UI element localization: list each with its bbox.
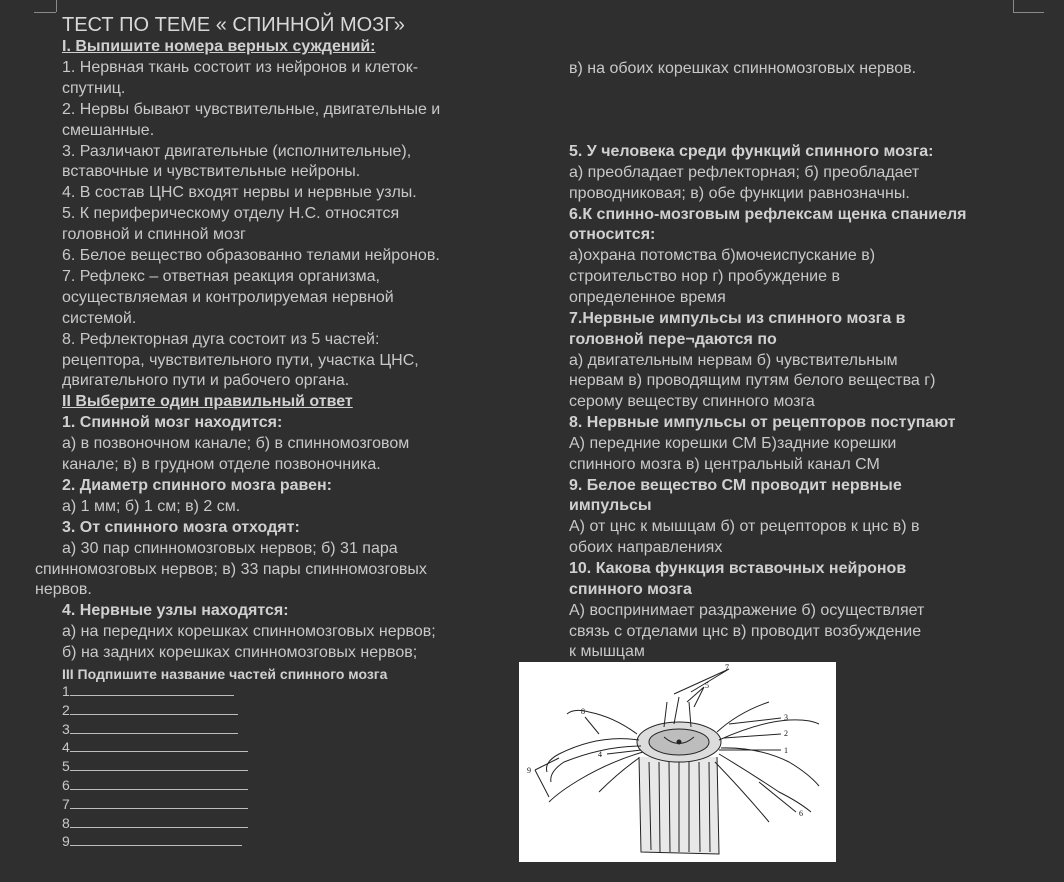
left-text-line: спутниц. xyxy=(62,79,126,97)
spinal-cord-figure xyxy=(519,662,836,862)
left-text-line: 1. Спинной мозг находится: xyxy=(62,414,283,432)
blank-line[interactable] xyxy=(62,794,248,813)
left-text-line: а) 1 мм; б) 1 см; в) 2 см. xyxy=(62,497,241,515)
blank-number: 9 xyxy=(62,833,70,850)
blank-line[interactable] xyxy=(62,756,248,775)
left-text-line: спинномозговых нервов; в) 33 пары спинномозговых xyxy=(35,560,427,578)
right-text-line: нервам в) проводящим путям белого вещества г) xyxy=(569,372,936,390)
right-text-line: 6.К спинно-мозговым рефлексам щенка спаниеля xyxy=(569,205,967,223)
blank-number: 2 xyxy=(62,701,70,718)
blank-number: 3 xyxy=(62,720,70,737)
left-text-line: 3. Различают двигательные (исполнительные), xyxy=(62,142,412,160)
right-text-line: в) на обоих корешках спинномозговых нервов. xyxy=(569,60,917,77)
answer-underline[interactable] xyxy=(70,756,248,771)
figure-label: 2 xyxy=(784,729,788,738)
right-text-line: определенное время xyxy=(569,288,726,306)
right-text-line: 7.Нервные импульсы из спинного мозга в xyxy=(569,309,906,327)
blank-line[interactable] xyxy=(62,719,238,738)
figure-label: 4 xyxy=(598,750,602,759)
left-text-line: а) в позвоночном канале; б) в спинномозговом xyxy=(62,435,410,453)
left-text-line: осуществляемая и контролируемая нервной xyxy=(62,288,394,306)
answer-underline[interactable] xyxy=(70,700,238,715)
left-text-line: рецептора, чувствительного пути, участка ЦНС, xyxy=(62,351,419,369)
figure-label: 7 xyxy=(725,663,729,672)
blank-line[interactable] xyxy=(62,831,242,850)
right-text-line: строительство нор г) пробуждение в xyxy=(569,268,840,286)
page-title: ТЕСТ ПО ТЕМЕ « СПИННОЙ МОЗГ» xyxy=(62,14,405,36)
right-text-line: головной пере¬даются по xyxy=(569,330,777,348)
right-text-line: 8. Нервные импульсы от рецепторов поступают xyxy=(569,414,956,432)
figure-label: 8 xyxy=(581,707,585,716)
left-text-line: I. Выпишите номера верных суждений: xyxy=(62,38,376,55)
blank-line[interactable] xyxy=(62,700,238,719)
left-text-line: 8. Рефлекторная дуга состоит из 5 частей: xyxy=(62,330,380,348)
right-text-line: спинного мозга в) центральный канал СМ xyxy=(569,455,880,473)
left-text-line: канале; в) в грудном отделе позвоночника. xyxy=(62,456,381,473)
blank-line[interactable] xyxy=(62,737,248,756)
blank-number: 5 xyxy=(62,758,70,775)
blank-number: 7 xyxy=(62,795,70,812)
left-text-line: 4. В состав ЦНС входят нервы и нервные узлы. xyxy=(62,184,417,202)
page-corner-mark xyxy=(34,0,56,13)
right-text-line: проводниковая; в) обе функции равнозначны. xyxy=(569,184,910,202)
left-text-line: вставочные и чувствительные нейроны. xyxy=(62,163,361,181)
part3-heading: III Подпишите название частей спинного мозга xyxy=(62,666,388,682)
answer-underline[interactable] xyxy=(70,737,248,752)
right-text-line: обоих направлениях xyxy=(569,539,723,557)
answer-underline[interactable] xyxy=(70,775,248,790)
blank-number: 6 xyxy=(62,777,70,793)
right-text-line: а)охрана потомства б)мочеиспускание в) xyxy=(569,247,876,265)
figure-label: 3 xyxy=(784,713,788,722)
left-text-line: а) 30 пар спинномозговых нервов; б) 31 пара xyxy=(62,539,398,557)
answer-underline[interactable] xyxy=(70,831,242,846)
page-corner-mark xyxy=(1013,0,1044,13)
left-text-line: 2. Нервы бывают чувствительные, двигательные и xyxy=(62,100,441,118)
left-text-line: 5. К периферическому отделу Н.С. относятся xyxy=(62,205,400,223)
right-text-line: импульсы xyxy=(569,497,652,515)
left-text-line: а) на передних корешках спинномозговых нервов; xyxy=(62,623,436,641)
left-text-line: 3. От спинного мозга отходят: xyxy=(62,518,300,536)
right-text-line: 9. Белое вещество СМ проводит нервные xyxy=(569,476,902,494)
left-text-line: 4. Нервные узлы находятся: xyxy=(62,602,289,620)
blank-number: 1 xyxy=(62,683,70,699)
right-text-line: 10. Какова функция вставочных нейронов xyxy=(569,560,907,577)
page-corner-mark xyxy=(56,0,57,12)
blank-number: 4 xyxy=(62,739,70,756)
right-text-line: к мышцам xyxy=(569,643,645,661)
right-text-line: А) передние корешки СМ Б)задние корешки xyxy=(569,434,897,452)
right-text-line: а) преобладает рефлекторная; б) преобладает xyxy=(569,163,920,181)
right-text-line: А) воспринимает раздражение б) осуществляет xyxy=(569,601,925,619)
left-text-line: системой. xyxy=(62,309,137,327)
blank-line[interactable] xyxy=(62,813,248,832)
right-text-line: спинного мозга xyxy=(569,580,692,598)
blank-line[interactable] xyxy=(62,775,248,794)
left-text-line: 6. Белое вещество образованно телами нейронов. xyxy=(62,247,440,264)
answer-underline[interactable] xyxy=(70,794,248,809)
figure-label: 5 xyxy=(705,681,709,690)
right-text-line: серому веществу спинного мозга xyxy=(569,393,815,411)
figure-label: 9 xyxy=(527,766,531,775)
left-text-line: 1. Нервная ткань состоит из нейронов и клеток- xyxy=(62,58,419,76)
left-text-line: II Выберите один правильный ответ xyxy=(62,393,353,411)
left-text-line: смешанные. xyxy=(62,121,155,139)
left-text-line: б) на задних корешках спинномозговых нервов; xyxy=(62,644,418,662)
left-text-line: 7. Рефлекс – ответная реакция организма, xyxy=(62,267,380,285)
blank-number: 8 xyxy=(62,814,70,831)
left-text-line: 2. Диаметр спинного мозга равен: xyxy=(62,476,333,494)
spinal-cord-drawing xyxy=(519,662,836,862)
left-text-line: двигательного пути и рабочего органа. xyxy=(62,372,350,390)
left-text-line: нервов. xyxy=(35,581,92,599)
answer-underline[interactable] xyxy=(70,719,238,734)
answer-underline[interactable] xyxy=(70,813,248,828)
right-text-line: относится: xyxy=(569,226,656,244)
right-text-line: связь с отделами цнс в) проводит возбуждение xyxy=(569,622,922,640)
right-text-line: А) от цнс к мышцам б) от рецепторов к цнс в) в xyxy=(569,518,920,536)
left-text-line: головной и спинной мозг xyxy=(62,226,246,244)
right-text-line: 5. У человека среди функций спинного мозга: xyxy=(569,143,934,160)
figure-label: 1 xyxy=(784,746,788,755)
right-text-line: а) двигательным нервам б) чувствительным xyxy=(569,351,898,369)
figure-label: 6 xyxy=(799,809,803,818)
